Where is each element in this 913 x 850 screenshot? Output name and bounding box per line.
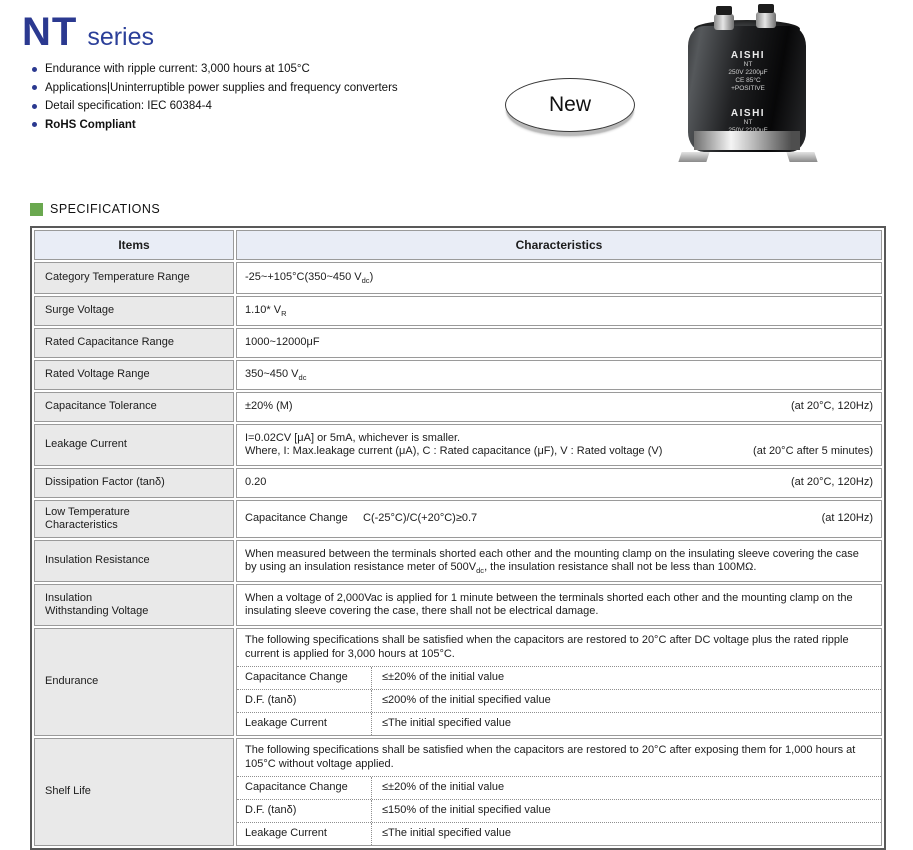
table-row	[34, 262, 882, 294]
value-text: 0.20	[245, 476, 267, 489]
row-item-label: Insulation Resistance	[34, 540, 234, 582]
feature-bullet-text: Applications|Uninterruptible power supplies and frequency converters	[45, 81, 398, 94]
row-item-label: Rated Capacitance Range	[34, 328, 234, 358]
value-text: I=0.02CV [μA] or 5mA, whichever is smaller.	[245, 431, 461, 444]
sub-row	[237, 666, 881, 689]
row-item-label	[34, 584, 234, 626]
table-row-shelf-life	[34, 738, 882, 846]
condition-note: (at 20°C, 120Hz)	[790, 476, 873, 489]
row-item-label: Shelf Life	[34, 738, 234, 846]
capacitor-terminal-icon	[714, 14, 734, 30]
row-value	[236, 468, 882, 498]
series-code: NT	[22, 10, 78, 54]
value-subscript: dc	[361, 276, 370, 286]
value-text: 350~450 V	[245, 368, 299, 381]
sub-row-label: D.F. (tanδ)	[237, 690, 372, 712]
sub-row-value: ≤The initial specified value	[382, 827, 511, 840]
value-text: 1.10* V	[245, 304, 282, 317]
new-badge	[505, 78, 635, 132]
row-value	[236, 500, 882, 538]
value-label: Capacitance Change	[245, 512, 348, 525]
group-intro-text: The following specifications shall be satisfied when the capacitors are restored to 20°C after DC voltage plus the rated ripple current is applied for 3,000 hours at 105°C.	[245, 634, 849, 660]
capacitor-temp-text: CE 85°C	[735, 77, 761, 84]
table-row	[34, 500, 882, 538]
sub-row	[237, 712, 881, 735]
item-label-line: Withstanding Voltage	[45, 605, 149, 617]
row-value	[236, 392, 882, 422]
table-row	[34, 584, 882, 626]
table-row-endurance	[34, 628, 882, 736]
row-item-label: Surge Voltage	[34, 296, 234, 326]
row-value-group	[236, 738, 882, 846]
value-line	[245, 400, 873, 414]
bullet-dot-icon	[32, 122, 37, 127]
capacitor-model-text: NT	[743, 119, 753, 126]
row-item-label: Dissipation Factor (tanδ)	[34, 468, 234, 498]
row-item-label: Rated Voltage Range	[34, 360, 234, 390]
value-text: C(-25°C)/C(+20°C)≥0.7	[363, 512, 478, 525]
item-label-line: Low Temperature	[45, 505, 130, 518]
row-value: When a voltage of 2,000Vac is applied for 1 minute between the terminals shorted each other and the mounting clamp on the insulating sleeve covering the case, there shall not be electrical damage.	[236, 584, 882, 626]
sub-row-value: ≤150% of the initial specified value	[382, 804, 551, 817]
table-row	[34, 540, 882, 582]
table-row	[34, 424, 882, 466]
value-text: , the insulation resistance shall not be less than 100MΩ.	[484, 561, 757, 573]
sub-row-label: Capacitance Change	[237, 777, 372, 799]
sub-row	[237, 822, 881, 845]
sub-row-value: ≤200% of the initial specified value	[382, 694, 551, 707]
capacitor-metal-band	[694, 131, 800, 150]
sub-row-value: ≤The initial specified value	[382, 717, 511, 730]
sub-row-label: D.F. (tanδ)	[237, 800, 372, 822]
sub-row	[237, 689, 881, 712]
feature-bullet-text: Detail specification: IEC 60384-4	[45, 100, 212, 112]
row-item-label: Capacitance Tolerance	[34, 392, 234, 422]
capacitor-brand-text: AISHI	[730, 50, 766, 61]
table-row	[34, 468, 882, 498]
table-row	[34, 392, 882, 422]
row-value: 1000~12000μF	[236, 328, 882, 358]
value-text: )	[369, 271, 374, 284]
table-header-row	[34, 230, 882, 260]
capacitor-mounting-tab	[678, 152, 709, 162]
bullet-dot-icon	[32, 104, 37, 109]
table-row	[34, 328, 882, 358]
feature-bullet-text: Endurance with ripple current: 3,000 hours at 105°C	[45, 63, 310, 75]
specifications-heading	[30, 202, 913, 216]
bullet-dot-icon	[32, 85, 37, 90]
sub-row	[237, 776, 881, 799]
sub-row-label: Leakage Current	[237, 823, 372, 845]
row-value	[236, 296, 882, 326]
row-item-label: Category Temperature Range	[34, 262, 234, 294]
row-item-label: Leakage Current	[34, 424, 234, 466]
table-row	[34, 296, 882, 326]
value-subscript: R	[281, 309, 287, 319]
table-row	[34, 360, 882, 390]
section-title: SPECIFICATIONS	[50, 202, 161, 216]
value-subscript: dc	[476, 566, 485, 576]
green-square-icon	[30, 203, 43, 216]
item-label-line: Characteristics	[45, 519, 118, 531]
sub-row-value: ≤±20% of the initial value	[382, 781, 505, 794]
value-text: ±20% (M)	[245, 400, 293, 413]
capacitor-brand-text: AISHI	[730, 108, 766, 119]
capacitor-model-text: NT	[743, 61, 753, 68]
group-intro-text: The following specifications shall be satisfied when the capacitors are restored to 20°C after exposing them for 1,000 hours at 105°C without voltage applied.	[245, 744, 856, 770]
feature-bullet-text: RoHS Compliant	[45, 118, 136, 131]
row-item-label: Endurance	[34, 628, 234, 736]
sub-row	[237, 799, 881, 822]
item-label-line: Insulation	[45, 591, 93, 604]
value-text: When measured between the terminals shorted each other and the mounting clamp on the insulating sleeve covering the case by using an insulation resistance meter of 500V	[245, 547, 859, 573]
column-header-items: Items	[34, 230, 234, 260]
capacitor-rating-text: 250V 2200μF	[728, 69, 768, 76]
condition-note: (at 20°C, 120Hz)	[790, 400, 873, 413]
series-word: series	[87, 23, 155, 51]
sub-row-label: Capacitance Change	[237, 667, 372, 689]
capacitor-terminal-icon	[756, 12, 776, 28]
capacitor-photo	[686, 4, 810, 164]
row-value-group	[236, 628, 882, 736]
new-badge-label: New	[548, 93, 591, 116]
row-value	[236, 424, 882, 466]
sub-row-label: Leakage Current	[237, 713, 372, 735]
value-line	[245, 512, 873, 526]
capacitor-polarity-text: +POSITIVE	[731, 85, 765, 92]
capacitor-print-upper	[686, 50, 810, 93]
row-value	[236, 540, 882, 582]
row-value	[236, 262, 882, 294]
value-subscript: dc	[298, 373, 307, 383]
specifications-table	[30, 226, 886, 850]
row-item-label	[34, 500, 234, 538]
value-text: -25~+105°C(350~450 V	[245, 271, 362, 284]
value-text: Where, I: Max.leakage current (μA), C : Rated capacitance (μF), V : Rated voltage (V)	[245, 445, 663, 457]
bullet-dot-icon	[32, 67, 37, 72]
value-line	[245, 476, 873, 490]
condition-note: (at 120Hz)	[821, 512, 873, 525]
condition-note: (at 20°C after 5 minutes)	[753, 445, 873, 457]
page-header	[0, 0, 913, 198]
value-text	[245, 512, 477, 526]
sub-row-value: ≤±20% of the initial value	[382, 671, 505, 684]
capacitor-mounting-tab	[786, 152, 817, 162]
value-line	[245, 445, 873, 459]
row-value	[236, 360, 882, 390]
column-header-characteristics: Characteristics	[236, 230, 882, 260]
